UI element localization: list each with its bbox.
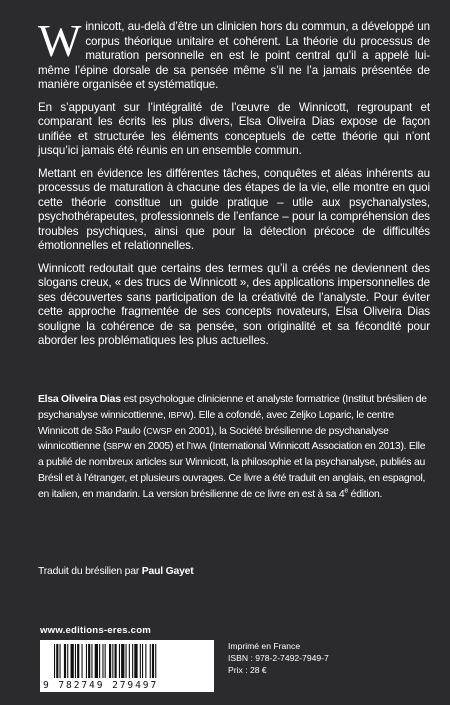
blurb-paragraph-4: Winnicott redoutait que certains des termes qu’il a créés ne deviennent des slogans creux, « des trucs de Winnicott », des applications impersonnelles de ses découvertes sans participation de la créativité de l’analyste. Pour éviter cette approche fragmentée de ses concepts novateurs, Elsa Oliveira Dias souligne la cohérence de sa pensée, son originalité et sa fécondité pour aborder les problématiques les plus actuelles. <box>38 261 430 347</box>
publisher-website: www.editions-eres.com <box>40 625 152 636</box>
price: Prix : 28 € <box>228 665 267 675</box>
isbn: ISBN : 978-2-7492-7949-7 <box>228 653 329 663</box>
bio-text-2: ). Elle a cofondé, avec Zeljko Loparic, le centre Winnicott de São Paulo ( <box>38 409 394 437</box>
blurb-paragraph-1-text: innicott, au-delà d’être un clinicien hors du commun, a développé un corpus théorique unitaire et cohérent. La théorie du processus de maturation personnelle en est le point central qu’il a appelé lui-même l’épine dorsale de sa pensée même s’il ne l’a jamais présentée de manière organisée et systématique. <box>38 20 430 91</box>
blurb-paragraph-3: Mettant en évidence les différentes tâches, conquêtes et aléas inhérents au processus de maturation à chacune des étapes de la vie, elle montre en quoi cette théorie constitue un guide pratique – utile aux psychanalystes, psychothérapeutes, professionnels de l’enfance – pour la compréhension des troubles psychiques, ainsi que pour la détection précoce de difficultés émotionnelles et relationnelles. <box>38 166 430 252</box>
drop-cap: W <box>38 15 82 66</box>
author-name: Elsa Oliveira Dias <box>38 394 121 405</box>
abbr-ibpw: IBPW <box>168 409 191 420</box>
print-info <box>228 640 329 676</box>
abbr-cwsp: CWSP <box>146 425 173 436</box>
author-bio <box>38 392 430 503</box>
translation-credit <box>38 566 194 577</box>
translation-prefix: Traduit du brésilien par <box>38 566 142 577</box>
bio-text-4: en 2005) et l’ <box>131 441 191 453</box>
bio-text-6: édition. <box>348 488 383 500</box>
abbr-iwa: IWA <box>190 441 207 452</box>
blurb-paragraph-1 <box>38 15 430 93</box>
bio-text-1: est psychologue clinicienne et analyste formatrice (Institut brésilien de psychanalyse winnicottienne, <box>38 394 427 421</box>
blurb-paragraph-2: En s’appuyant sur l’intégralité de l’œuvre de Winnicott, regroupant et comparant les écrits les plus divers, Elsa Oliveira Dias expose de façon unifiée et structurée les éléments conceptuels de cette théorie qui n’ont jusqu’ici jamais été réunis en un ensemble commun. <box>38 100 430 157</box>
abbr-sbpw: SBPW <box>106 441 132 452</box>
bio-text-3: en 2001), la Société brésilienne de psychanalyse winnicottienne ( <box>38 425 389 453</box>
barcode-bars <box>54 644 200 680</box>
barcode <box>40 640 214 692</box>
translator-name: Paul Gayet <box>141 566 194 577</box>
barcode-digits: 9 782749 279497 <box>43 680 159 691</box>
blurb <box>38 15 430 357</box>
edition-superscript: e <box>344 487 349 495</box>
author-bio-text <box>38 392 430 503</box>
printed-in: Imprimé en France <box>228 641 301 651</box>
bio-text-5: (International Winnicott Association en 2013). Elle a publié de nombreux articles sur Winnicott, la philosophie et la psychanalyse, publiés au Brésil et à l’étranger, et plusieurs ouvrages. Ce livre a été traduit en anglais, en espagnol, en italien, en mandarin. La version brésilienne de ce livre en est à sa 4 <box>38 441 426 500</box>
